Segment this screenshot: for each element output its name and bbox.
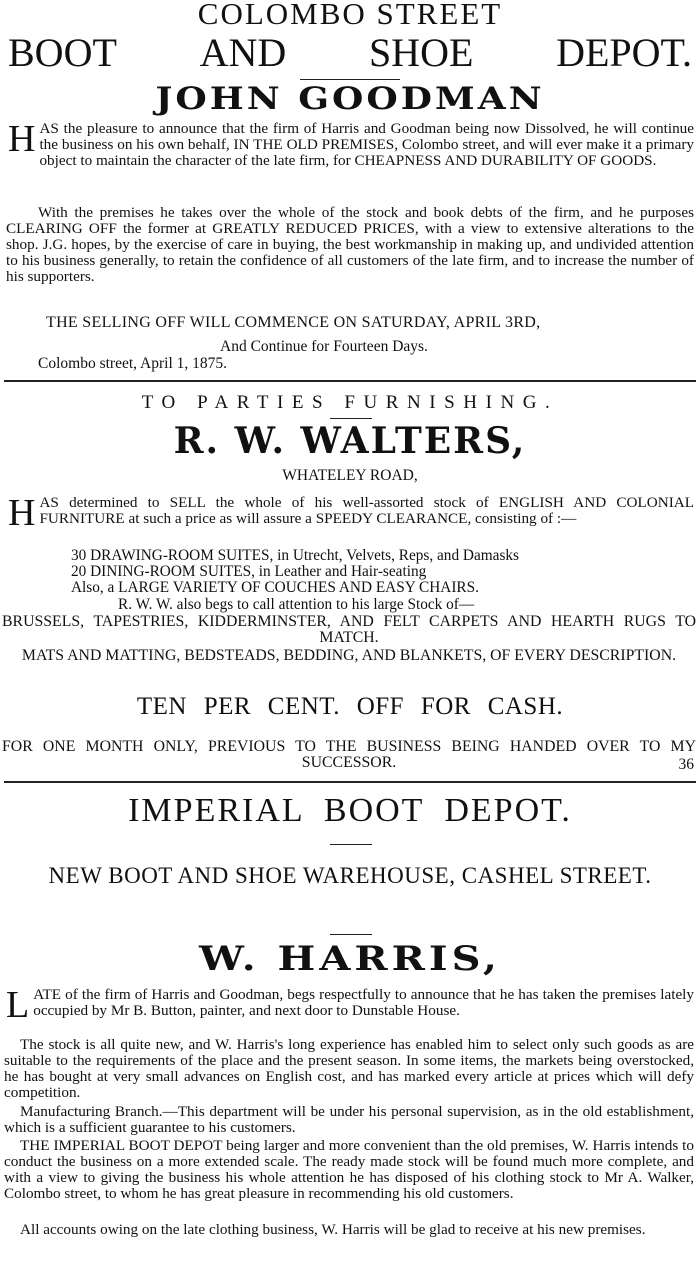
ad2-discount: TEN PER CENT. OFF FOR CASH. bbox=[136, 693, 564, 720]
ad3-para1 bbox=[4, 984, 694, 1026]
ad3-name: W. HARRIS, bbox=[199, 938, 501, 979]
ad3-short-rule bbox=[330, 844, 372, 845]
ad2-item: R. W. W. also begs to call attention to his large Stock of— bbox=[118, 596, 475, 613]
ad3-para3: Manufacturing Branch.—This department will be under his personal supervision, as in the old establishment, which is a sufficient guarantee to his customers. bbox=[4, 1103, 694, 1136]
ad1-title-word: DEPOT. bbox=[556, 30, 692, 75]
ad2-carpets: BRUSSELS, TAPESTRIES, KIDDERMINSTER, AND FELT CARPETS AND HEARTH RUGS TO MATCH. bbox=[2, 613, 696, 646]
ad1-dateline: Colombo street, April 1, 1875. bbox=[38, 355, 228, 372]
ad2-month-only: FOR ONE MONTH ONLY, PREVIOUS TO THE BUSINESS BEING HANDED OVER TO MY SUCCESSOR. bbox=[2, 738, 696, 771]
ad3-para2: The stock is all quite new, and W. Harris's long experience has enabled him to select only such goods as are suitable to the requirements of the place and the present season. In some items, the markets being overstocked, he has bought at very small advances on English cost, and has marked every article at prices which will defy competition. bbox=[4, 1036, 694, 1101]
divider-2 bbox=[4, 781, 696, 783]
ad1-continue: And Continue for Fourteen Days. bbox=[220, 338, 428, 355]
ad1-para1-text: AS the pleasure to announce that the firm of Harris and Goodman being now Dissolved, he will continue the business on his own behalf, IN THE OLD PREMISES, Colombo street, and will ever make it a primary object to maintain the character of the late firm, for CHEAPNESS AND DURABILITY OF GOODS. bbox=[39, 120, 694, 169]
ad2-mats: MATS AND MATTING, BEDSTEADS, BEDDING, AND BLANKETS, OF EVERY DESCRIPTION. bbox=[21, 647, 677, 664]
divider-1 bbox=[4, 380, 696, 382]
ad2-dropcap: H bbox=[8, 492, 36, 534]
ad1-dropcap: H bbox=[8, 118, 36, 160]
ad1-title-word: BOOT bbox=[8, 30, 117, 75]
ad2-para1 bbox=[6, 492, 694, 534]
ad3-short-rule-2 bbox=[330, 934, 372, 935]
ad1-selling-off: THE SELLING OFF WILL COMMENCE ON SATURDAY, APRIL 3RD, bbox=[46, 314, 541, 331]
ad1-title-word: AND bbox=[199, 30, 287, 75]
ad1-para1 bbox=[6, 118, 694, 169]
ad1-title-line2 bbox=[8, 32, 692, 74]
ad2-name: R. W. WALTERS, bbox=[173, 420, 527, 462]
ad3-para4: THE IMPERIAL BOOT DEPOT being larger and more convenient than the old premises, W. Harris intends to conduct the business on a more extended scale. The ready made stock will be found much more complete, and with a view to giving the business his whole attention he has disposed of his clothing stock to Mr A. Walker, Colombo street, to whom he has great pleasure in recommending his old customers. bbox=[4, 1137, 694, 1202]
ad1-title-word: SHOE bbox=[368, 30, 474, 75]
ad3-para1-text: ATE of the firm of Harris and Goodman, begs respectfully to announce that he has taken the premises lately occupied by Mr B. Button, painter, and next door to Dunstable House. bbox=[33, 986, 694, 1019]
ad3-subtitle: NEW BOOT AND SHOE WAREHOUSE, CASHEL STREET. bbox=[48, 863, 652, 888]
ad1-para2: With the premises he takes over the whole of the stock and book debts of the firm, and he purposes CLEARING OFF the former at GREATLY REDUCED PRICES, with a view to extensive alterations to the shop. J.G. hopes, by the exercise of care in buying, the best workmanship in making up, and undivided attention to his business generally, to retain the confidence of all customers of the late firm, and to increase the number of his supporters. bbox=[6, 204, 694, 285]
ad2-heading: TO PARTIES FURNISHING. bbox=[141, 392, 559, 413]
ad2-address: WHATELEY ROAD, bbox=[282, 467, 418, 484]
ad2-item: 30 DRAWING-ROOM SUITES, in Utrecht, Velvets, Reps, and Damasks bbox=[71, 547, 520, 564]
ad3-title: IMPERIAL BOOT DEPOT. bbox=[128, 792, 572, 829]
ad3-para5: All accounts owing on the late clothing business, W. Harris will be glad to receive at his new premises. bbox=[20, 1221, 646, 1238]
ad2-item: Also, a LARGE VARIETY OF COUCHES AND EASY CHAIRS. bbox=[71, 579, 479, 596]
ad2-para1-text: AS determined to SELL the whole of his well-assorted stock of ENGLISH AND COLONIAL FURNITURE at such a price as will assure a SPEEDY CLEARANCE, consisting of :— bbox=[39, 494, 694, 527]
ad1-name: JOHN GOODMAN bbox=[155, 81, 545, 117]
ad2-ref-number: 36 bbox=[678, 756, 694, 773]
ad1-short-rule bbox=[300, 79, 400, 80]
ad2-item: 20 DINING-ROOM SUITES, in Leather and Hair-seating bbox=[71, 563, 427, 580]
ad2-short-rule bbox=[330, 418, 372, 419]
ad3-dropcap: L bbox=[6, 984, 30, 1026]
ad1-title-line1: COLOMBO STREET bbox=[197, 0, 503, 31]
